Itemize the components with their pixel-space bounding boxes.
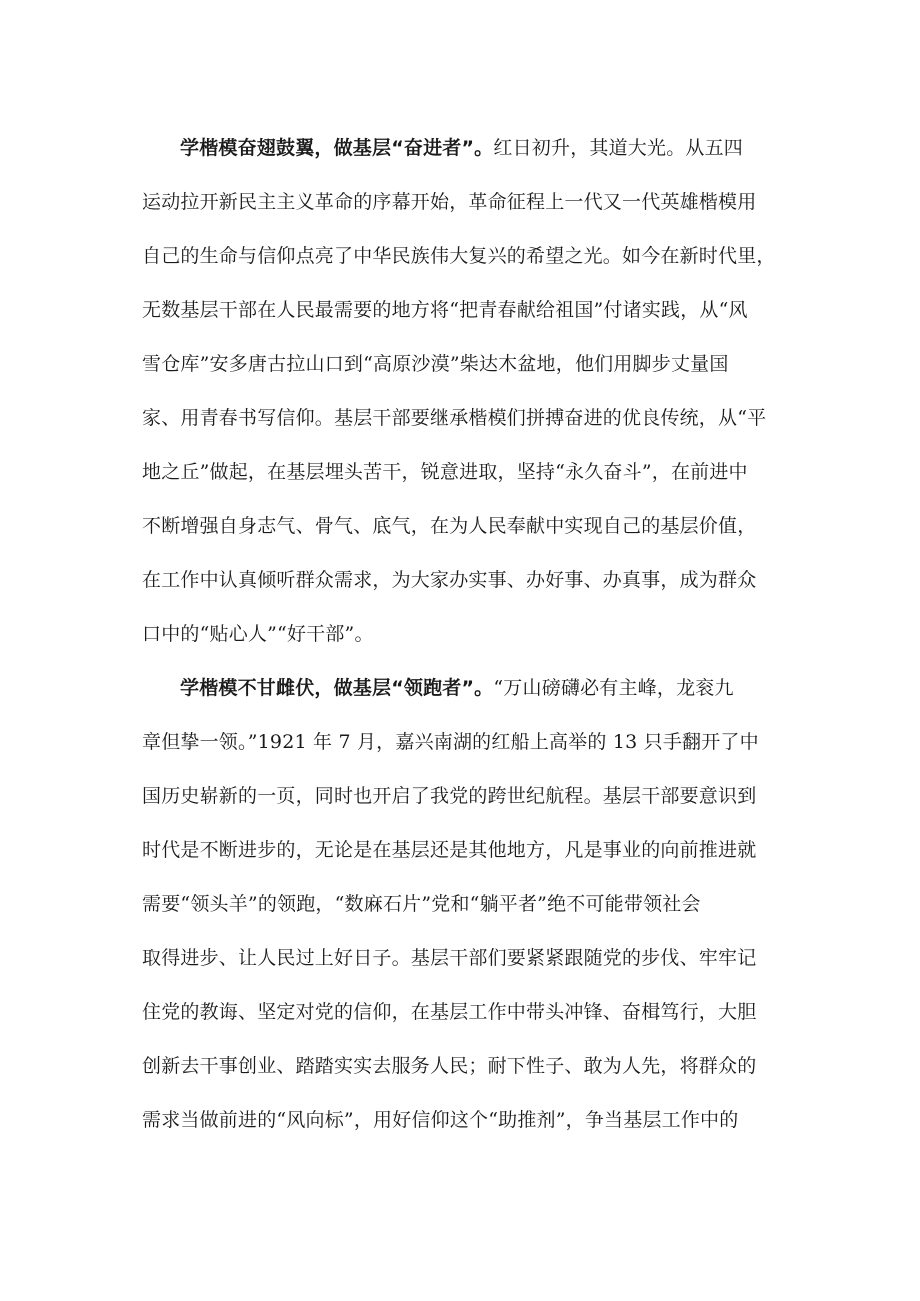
paragraph-1-line-2: 运动拉开新民主主义革命的序幕开始，革命征程上一代又一代英雄楷模用 <box>142 191 757 213</box>
paragraph-1-line-1 <box>180 128 743 168</box>
paragraph-1-line-7: 地之丘”做起，在基层埋头苦干，锐意进取，坚持“永久奋斗”，在前进中 <box>142 461 748 483</box>
paragraph-1-line-4: 无数基层干部在人民最需要的地方将“把青春献给祖国”付诸实践，从“风 <box>142 299 748 321</box>
paragraph-1-line-8: 不断增强自身志气、骨气、底气，在为人民奉献中实现自己的基层价值， <box>142 515 757 537</box>
paragraph-1-line-3: 自己的生命与信仰点亮了中华民族伟大复兴的希望之光。如今在新时代里， <box>142 245 776 267</box>
paragraph-1-line-5: 雪仓库”安多唐古拉山口到“高原沙漠”柴达木盆地，他们用脚步丈量国 <box>142 353 729 375</box>
paragraph-2-line-7: 住党的教诲、坚定对党的信仰，在基层工作中带头冲锋、奋楫笃行，大胆 <box>142 1001 757 1023</box>
paragraph-2-line-9: 需求当做前进的“风向标”，用好信仰这个“助推剂”，争当基层工作中的 <box>142 1109 739 1131</box>
paragraph-2-heading: 学楷模不甘雌伏，做基层“领跑者”。 <box>180 677 494 699</box>
paragraph-1-heading: 学楷模奋翅鼓翼，做基层“奋进者”。 <box>180 137 494 159</box>
paragraph-1-line-6: 家、用青春书写信仰。基层干部要继承楷模们拼搏奋进的优良传统，从“平 <box>142 407 767 429</box>
paragraph-2-text: “万山磅礴必有主峰，龙衮九 <box>493 677 734 699</box>
paragraph-2-line-2: 章但挚一领。”1921 年 7 月，嘉兴南湖的红船上高举的 13 只手翻开了中 <box>142 731 759 753</box>
paragraph-2-line-3: 国历史崭新的一页，同时也开启了我党的跨世纪航程。基层干部要意识到 <box>142 785 757 807</box>
paragraph-1-line-10: 口中的“贴心人”“好干部”。 <box>142 623 374 645</box>
paragraph-1-line-9: 在工作中认真倾听群众需求，为大家办实事、办好事、办真事，成为群众 <box>142 569 757 591</box>
paragraph-2-line-1 <box>180 668 734 708</box>
paragraph-1-text: 红日初升，其道大光。从五四 <box>493 137 743 159</box>
paragraph-2-line-4: 时代是不断进步的，无论是在基层还是其他地方，凡是事业的向前推进就 <box>142 839 757 861</box>
paragraph-2-line-6: 取得进步、让人民过上好日子。基层干部们要紧紧跟随党的步伐、牢牢记 <box>142 947 757 969</box>
paragraph-2-line-5: 需要“领头羊”的领跑，“数麻石片”党和“躺平者”绝不可能带领社会 <box>142 893 701 915</box>
paragraph-2-line-8: 创新去干事创业、踏踏实实去服务人民；耐下性子、敢为人先，将群众的 <box>142 1055 757 1077</box>
